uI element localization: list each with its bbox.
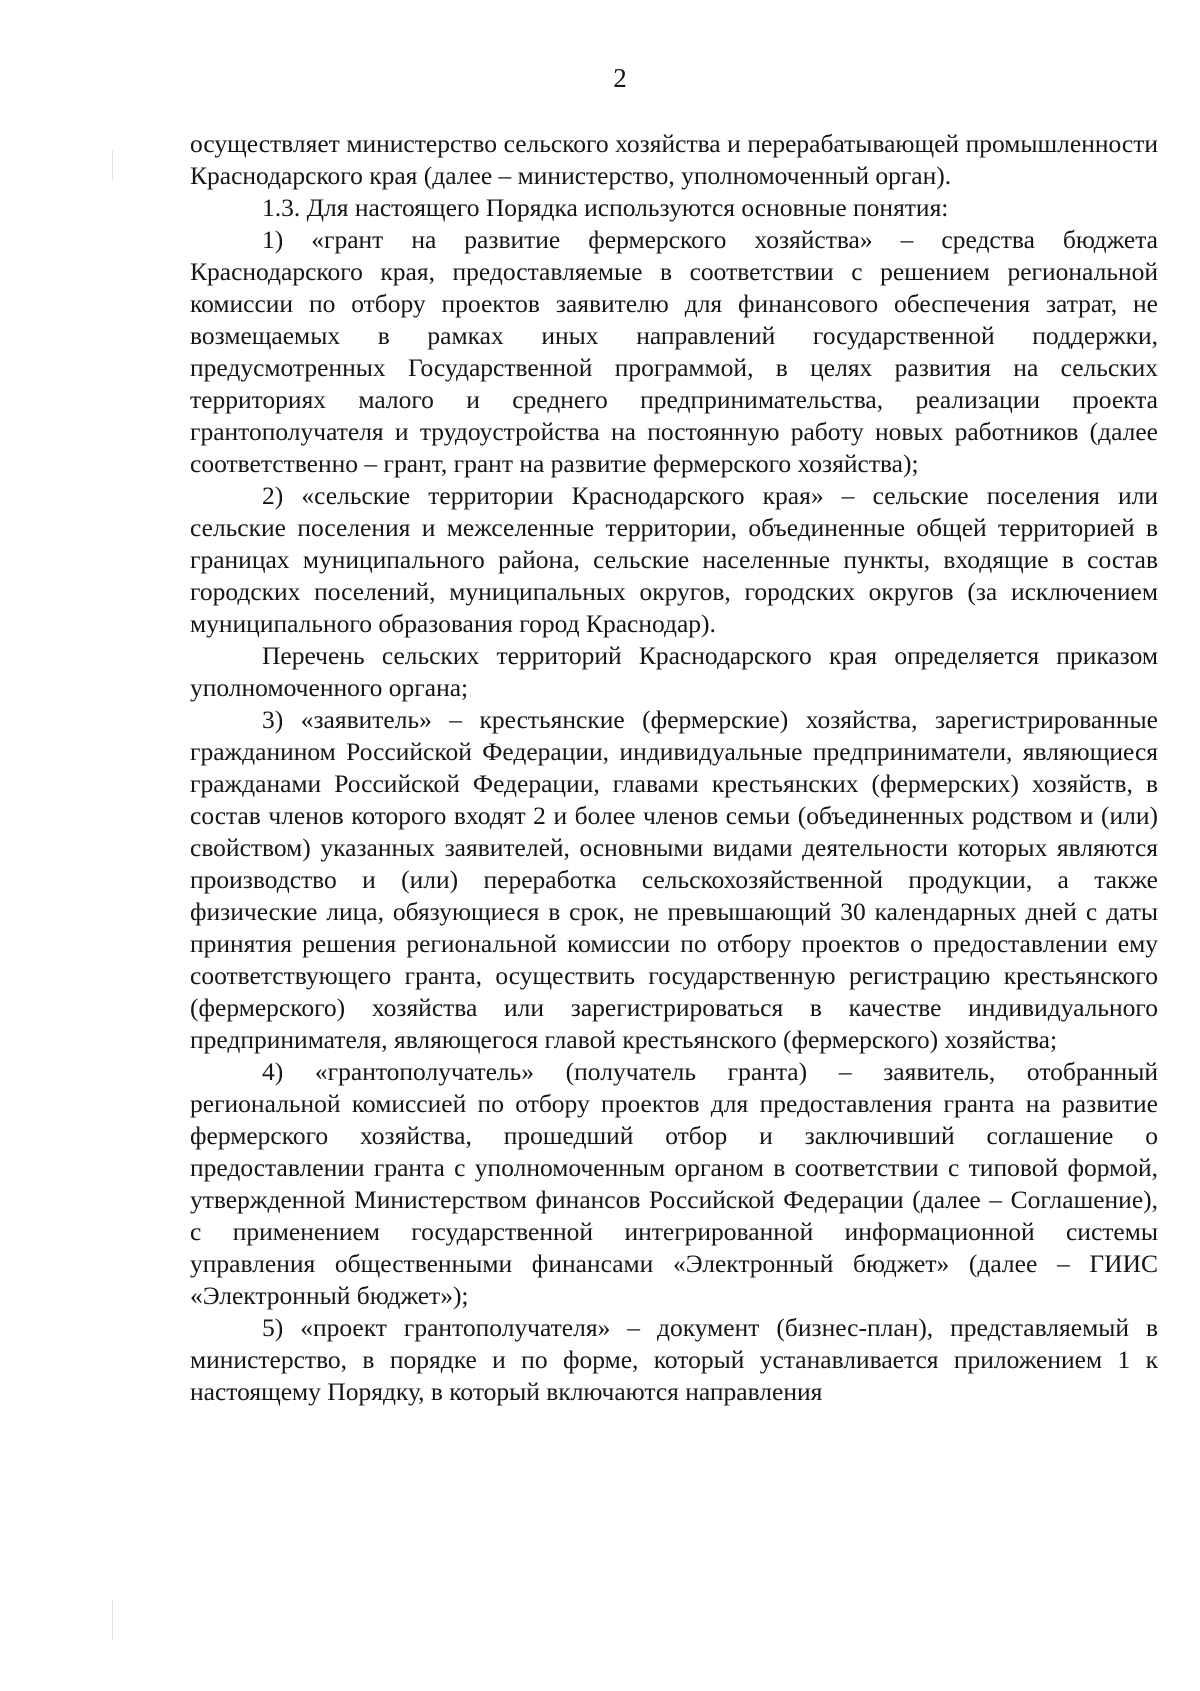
paragraph: 2) «сельские территории Краснодарского края» – сельские поселения или сельские поселения и межселенные территории, объединенные общей территорией в границах муниципального района, сельские населенные пункты, входящие в состав городских поселений, муниципальных округов, городских округов (за исключением муниципального образования город Краснодар). — [190, 481, 1158, 638]
scan-artifact — [112, 1600, 113, 1640]
paragraph: 1) «грант на развитие фермерского хозяйства» – средства бюджета Краснодарского края, предоставляемые в соответствии с решением региональной комиссии по отбору проектов заявителю для финансового обеспечения затрат, не возмещаемых в рамках иных направлений государственной поддержки, предусмотренных Государственной программой, в целях развития на сельских территориях малого и среднего предпринимательства, реализации проекта грантополучателя и трудоустройства на постоянную работу новых работников (далее соответственно – грант, грант на развитие фермерского хозяйства); — [190, 225, 1158, 478]
page-number: 2 — [613, 63, 627, 93]
paragraph: Перечень сельских территорий Краснодарского края определяется приказом уполномоченного органа; — [190, 641, 1158, 702]
scan-artifact — [112, 150, 113, 180]
paragraph: 3) «заявитель» – крестьянские (фермерские) хозяйства, зарегистрированные гражданином Российской Федерации, индивидуальные предприниматели, являющиеся гражданами Российской Федерации, главами крестьянских (фермерских) хозяйств, в состав членов которого входят 2 и более членов семьи (объединенных родством и (или) свойством) указанных заявителей, основными видами деятельности которых являются производство и (или) переработка сельскохозяйственной продукции, а также физические лица, обязующиеся в срок, не превышающий 30 календарных дней с даты принятия решения региональной комиссии по отбору проектов о предоставлении ему соответствующего гранта, осуществить государственную регистрацию крестьянского (фермерского) хозяйства или зарегистрироваться в качестве индивидуального предпринимателя, являющегося главой крестьянского (фермерского) хозяйства; — [190, 705, 1158, 1054]
paragraph: 5) «проект грантополучателя» – документ (бизнес-план), представляемый в министерство, в порядке и по форме, который устанавливается приложением 1 к настоящему Порядку, в который включаются направления — [190, 1313, 1158, 1406]
document-body — [190, 128, 1158, 1408]
paragraph: 1.3. Для настоящего Порядка используются основные понятия: — [262, 193, 949, 222]
paragraph: 4) «грантополучатель» (получатель гранта) – заявитель, отобранный региональной комиссией по отбору проектов для предоставления гранта на развитие фермерского хозяйства, прошедший отбор и заключивший соглашение о предоставлении гранта с уполномоченным органом в соответствии с типовой формой, утвержденной Министерством финансов Российской Федерации (далее – Соглашение), с применением государственной интегрированной информационной системы управления общественными финансами «Электронный бюджет» (далее – ГИИС «Электронный бюджет»); — [190, 1057, 1158, 1310]
paragraph: осуществляет министерство сельского хозяйства и перерабатывающей промышленности Краснодарского края (далее – министерство, уполномоченный орган). — [190, 129, 1158, 190]
